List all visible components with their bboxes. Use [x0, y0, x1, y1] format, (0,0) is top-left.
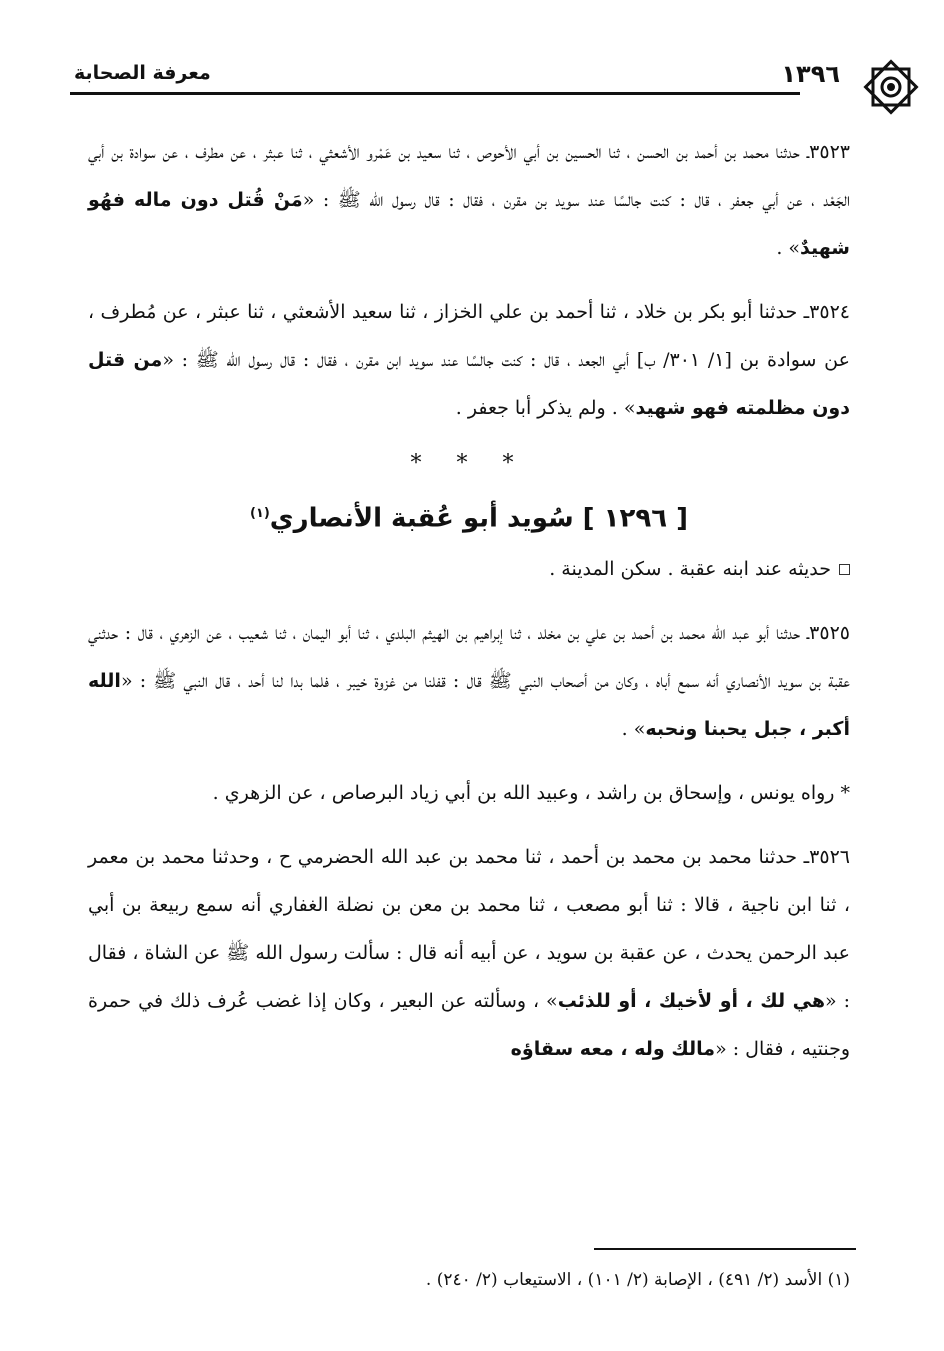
hadith-quote: مَنْ قُتل دون ماله فهُو شهيدٌ [88, 189, 850, 259]
hadith-quote: هي لك ، أو لأخيك ، أو للذئب [557, 989, 826, 1012]
hadith-3526: ٣٥٢٦ـ حدثنا محمد بن محمد بن أحمد ، ثنا محمد بن عبد الله الحضرمي ح ، وحدثنا محمد بن معمر ، ثنا ابن ناجية ، قالا : ثنا أبو مصعب ، ثنا محمد بن معن بن نضلة الغفاري أنه سمع ربيعة بن أبي عبد الرحمن يحدث ، عن عقبة بن سويد ، عن أبيه أنه قال : سألت رسول الله ﷺ عن الشاة ، فقال : «هي لك ، أو لأخيك ، أو للذئب» ، وسألته عن البعير ، وكان إذا غضب عُرف ذلك في حمرة وجنتيه ، فقال : «مالك وله ، معه سقاؤه [88, 845, 850, 1060]
islamic-star-ornament-icon [860, 56, 922, 118]
hadith-3525: ٣٥٢٥ـ حدثنا أبو عبد الله محمد بن أحمد بن علي بن مخلد ، ثنا إبراهيم بن الهيثم البلدي ، ثنا أبو اليمان ، ثنا شعيب ، عن الزهري ، قال : حدثني عقبة بن سويد الأنصاري أنه سمع أباه ، وكان من أصحاب النبي ﷺ قال : قفلنا من غزوة خيبر ، فلما بدا لنا أحد ، قال النبي ﷺ : «الله أكبر ، جبل يحبنا ونحبه» . [88, 621, 850, 740]
hadith-3523: ٣٥٢٣ـ حدثنا محمد بن أحمد بن الحسن ، ثنا الحسين بن أبي الأحوص ، ثنا سعيد بن عَمْرو الأشعثي ، ثنا عبثر ، عن مطرف ، عن سوادة بن أبي الجَعْد ، عن أبي جعفر ، قال : كنت جالسًا عند سويد بن مقرن ، فقال : قال رسول الله ﷺ : «مَنْ قُتل دون ماله فهُو شهيدٌ» . [88, 141, 850, 259]
section-separator: * * * [410, 451, 528, 476]
header-divider [70, 92, 800, 95]
intro-note: حديثه عند ابنه عقبة . سكن المدينة . [88, 545, 850, 593]
footnote-divider [594, 1248, 856, 1250]
square-bullet-icon [839, 564, 850, 575]
page-header [70, 50, 870, 108]
hadith-3524: ٣٥٢٤ـ حدثنا أبو بكر بن خلاد ، ثنا أحمد بن علي الخزاز ، ثنا سعيد الأشعثي ، ثنا عبثر ، عن مُطرف ، عن سوادة بن [١/ ٣٠١/ ب] أبي الجعد ، قال : كنت جالسًا عند سويد ابن مقرن ، فقال : قال رسول الله ﷺ : «من قتل دون مظلمته فهو شهيد» . ولم يذكر أبا جعفر . [88, 301, 850, 419]
page-number: ١٣٩٦ [781, 60, 840, 88]
hadith-quote: من قتل دون مظلمته فهو شهيد [88, 349, 850, 419]
hadith-quote: الله أكبر ، جبل يحبنا ونحبه [88, 669, 850, 740]
running-title: معرفة الصحابة [74, 62, 211, 84]
section-heading: [ ١٢٩٦ ] سُويد أبو عُقبة الأنصاري$^{(١)}$ [249, 503, 689, 534]
footnote-marker: (١) [249, 506, 270, 521]
main-text [88, 128, 850, 1073]
narration-note: * رواه يونس ، وإسحاق بن راشد ، وعبيد الله بن أبي زياد البرصاص ، عن الزهري . [212, 781, 850, 804]
footnote: (١) الأسد (٢/ ٤٩١) ، الإصابة (٢/ ١٠١) ، الاستيعاب (٢/ ٢٤٠) . [425, 1270, 850, 1290]
hadith-quote: مالك وله ، معه سقاؤه [510, 1037, 716, 1060]
